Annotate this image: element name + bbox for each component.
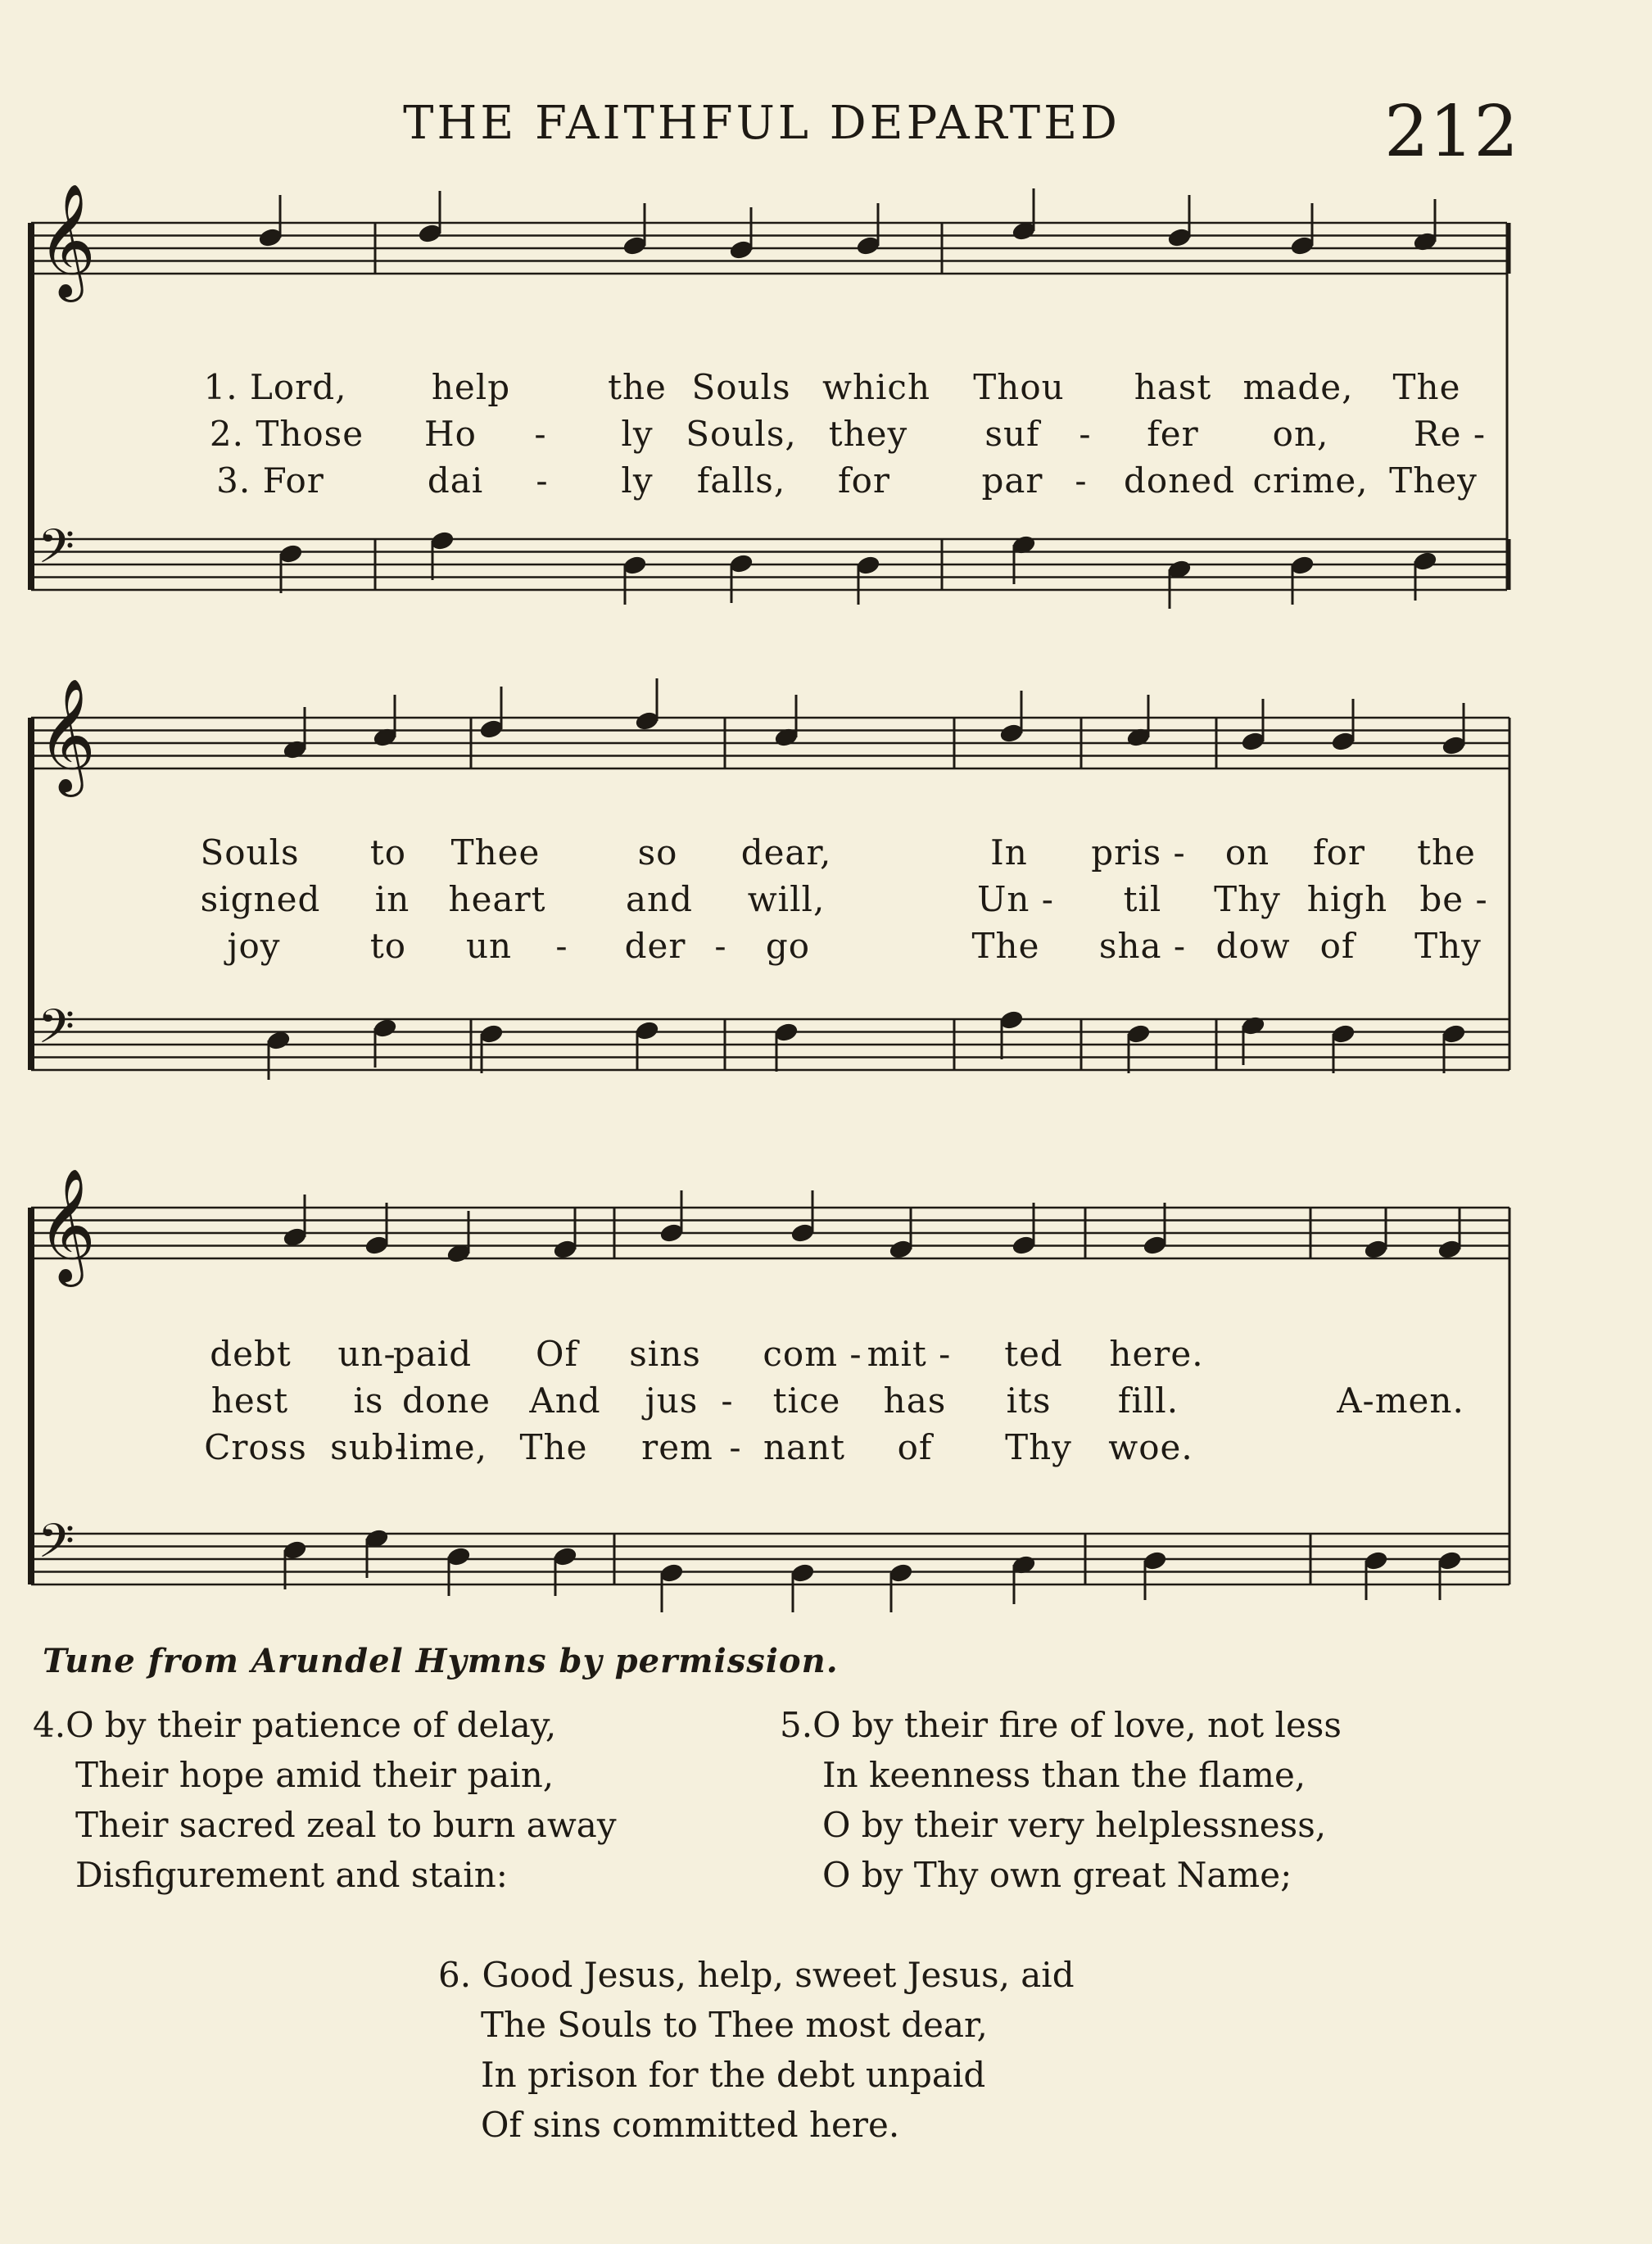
lyric-word: un: [465, 926, 513, 966]
lyric-word: Re -: [1413, 414, 1487, 454]
lyric-word: -: [1075, 460, 1088, 501]
verse-line: Of sins committed here.: [481, 2105, 900, 2145]
verse-line: In prison for the debt unpaid: [481, 2055, 986, 2095]
lyric-word: Thy: [1414, 926, 1482, 966]
verse-line: [438, 1950, 1075, 2000]
lyric-word: dow: [1215, 926, 1291, 966]
lyric-word: Un -: [977, 879, 1054, 919]
lyric-word: sha -: [1098, 926, 1187, 966]
lyric-word: They: [1389, 460, 1478, 501]
verse-text: O by their patience of delay,: [66, 1705, 557, 1745]
lyric-word: debt: [210, 1334, 292, 1374]
lyric-row: [0, 460, 1652, 503]
lyric-word: made,: [1242, 367, 1354, 407]
lyric-row: [0, 367, 1652, 410]
lyric-word: -: [555, 926, 568, 966]
lyric-word: Thou: [973, 367, 1065, 407]
verse-text: O by their fire of love, not less: [812, 1705, 1342, 1745]
lyric-word: on: [1224, 832, 1270, 873]
lyric-word: -: [721, 1380, 734, 1421]
lyric-word: jus: [645, 1380, 699, 1421]
lyric-word: Souls,: [686, 414, 797, 454]
lyric-word: be -: [1419, 879, 1488, 919]
lyric-word: Of: [536, 1334, 578, 1374]
verse-5: [780, 1700, 1342, 1900]
lyric-row: [0, 1427, 1652, 1470]
verse-6: [438, 1950, 1075, 2150]
lyric-row: [0, 414, 1652, 456]
treble-clef: 𝄞: [38, 184, 96, 297]
lyric-word: The: [971, 926, 1040, 966]
verse-line: In keenness than the flame,: [822, 1755, 1306, 1795]
lyric-word: Thee: [450, 832, 541, 873]
page-number: 212: [1384, 91, 1519, 173]
lyric-word: dear,: [740, 832, 832, 873]
lyric-word: 1. Lord,: [203, 367, 347, 407]
lyric-row: [0, 1334, 1652, 1376]
lyric-word: Thy: [1005, 1427, 1072, 1467]
lyric-word: they: [828, 414, 908, 454]
lyric-word: com -: [763, 1334, 862, 1374]
lyric-word: The: [519, 1427, 588, 1467]
lyric-word: In: [990, 832, 1028, 873]
lyric-word: tice: [772, 1380, 841, 1421]
lyric-word: sub-: [330, 1427, 407, 1467]
lyric-word: And: [529, 1380, 601, 1421]
lyric-word: doned: [1124, 460, 1235, 501]
lyric-word: Souls: [200, 832, 300, 873]
verse-line: O by Thy own great Name;: [822, 1855, 1292, 1895]
lyric-word: to: [369, 832, 407, 873]
lyric-word: rem: [641, 1427, 713, 1467]
lyric-word: der: [624, 926, 686, 966]
lyric-word: Thy: [1214, 879, 1281, 919]
lyric-word: will,: [747, 879, 826, 919]
lyric-row: [0, 926, 1652, 968]
lyric-word: and: [626, 879, 693, 919]
lyric-word: 2. Those: [209, 414, 364, 454]
lyric-word: heart: [448, 879, 546, 919]
page-title: THE FAITHFUL DEPARTED: [403, 97, 1120, 150]
lyric-word: -: [536, 460, 549, 501]
lyric-word: fill.: [1117, 1380, 1179, 1421]
verse-line: O by their very helplessness,: [822, 1805, 1327, 1845]
lyric-word: ly: [621, 460, 654, 501]
lyric-word: The: [1392, 367, 1461, 407]
lyric-word: hest: [210, 1380, 289, 1421]
lyric-word: A-men.: [1337, 1380, 1464, 1421]
lyric-word: of: [897, 1427, 933, 1467]
lyric-word: hast: [1134, 367, 1212, 407]
lyric-word: high: [1306, 879, 1388, 919]
lyric-word: of: [1319, 926, 1356, 966]
treble-clef: 𝄞: [38, 1168, 96, 1282]
verse-line: The Souls to Thee most dear,: [481, 2005, 988, 2045]
verse-number: 4.: [33, 1705, 66, 1745]
treble-clef: 𝄞: [38, 678, 96, 792]
lyric-word: ly: [621, 414, 654, 454]
lyric-word: in: [374, 879, 410, 919]
lyric-word: -: [729, 1427, 742, 1467]
lyric-word: joy: [227, 926, 281, 966]
verse-text: Good Jesus, help, sweet Jesus, aid: [482, 1955, 1075, 1995]
lyric-word: signed: [200, 879, 321, 919]
verse-line: Their hope amid their pain,: [75, 1755, 554, 1795]
verse-line: Disfigurement and stain:: [75, 1855, 508, 1895]
lyric-word: is: [353, 1380, 384, 1421]
lyric-word: done: [401, 1380, 491, 1421]
lyric-word: woe.: [1108, 1427, 1193, 1467]
tune-credit: Tune from Arundel Hymns by permission.: [43, 1642, 839, 1680]
verse-4: [33, 1700, 617, 1900]
lyric-word: un-: [337, 1334, 396, 1374]
lyric-word: help: [431, 367, 511, 407]
bass-clef: 𝄢: [38, 999, 75, 1066]
lyric-word: go: [765, 926, 811, 966]
lyric-word: has: [883, 1380, 947, 1421]
lyric-word: mit -: [867, 1334, 952, 1374]
lyric-word: -: [534, 414, 547, 454]
lyric-row: [0, 1380, 1652, 1423]
lyric-word: falls,: [696, 460, 786, 501]
lyric-word: 3. For: [216, 460, 324, 501]
lyric-word: til: [1123, 879, 1162, 919]
lyric-word: par: [981, 460, 1043, 501]
lyric-word: suf: [984, 414, 1040, 454]
verse-line: [33, 1700, 617, 1750]
bass-clef: 𝄢: [38, 1513, 75, 1580]
lyric-word: -: [1079, 414, 1092, 454]
lyric-word: nant: [763, 1427, 846, 1467]
lyric-word: for: [1313, 832, 1365, 873]
lyric-word: Ho: [424, 414, 477, 454]
lyric-row: [0, 832, 1652, 875]
lyric-word: Souls: [691, 367, 791, 407]
verse-line: Their sacred zeal to burn away: [75, 1805, 617, 1845]
lyric-word: crime,: [1252, 460, 1369, 501]
verse-line: [780, 1700, 1342, 1750]
lyric-word: to: [369, 926, 407, 966]
lyric-word: the: [1417, 832, 1476, 873]
verse-number: 5.: [780, 1705, 813, 1745]
lyric-word: pris -: [1091, 832, 1186, 873]
lyric-word: which: [821, 367, 931, 407]
lyric-word: sins: [629, 1334, 701, 1374]
lyric-word: ted: [1004, 1334, 1063, 1374]
lyric-word: here.: [1109, 1334, 1204, 1374]
lyric-word: lime,: [397, 1427, 487, 1467]
lyric-word: its: [1006, 1380, 1052, 1421]
bass-clef: 𝄢: [38, 519, 75, 586]
lyric-word: dai: [427, 460, 484, 501]
lyric-word: Cross: [204, 1427, 307, 1467]
lyric-word: fer: [1147, 414, 1199, 454]
lyric-word: the: [608, 367, 667, 407]
lyric-word: on,: [1272, 414, 1329, 454]
lyric-word: paid: [392, 1334, 473, 1374]
verse-number: 6.: [438, 1955, 472, 1995]
lyric-word: for: [838, 460, 890, 501]
lyric-word: -: [714, 926, 727, 966]
lyric-word: so: [637, 832, 678, 873]
lyric-row: [0, 879, 1652, 922]
